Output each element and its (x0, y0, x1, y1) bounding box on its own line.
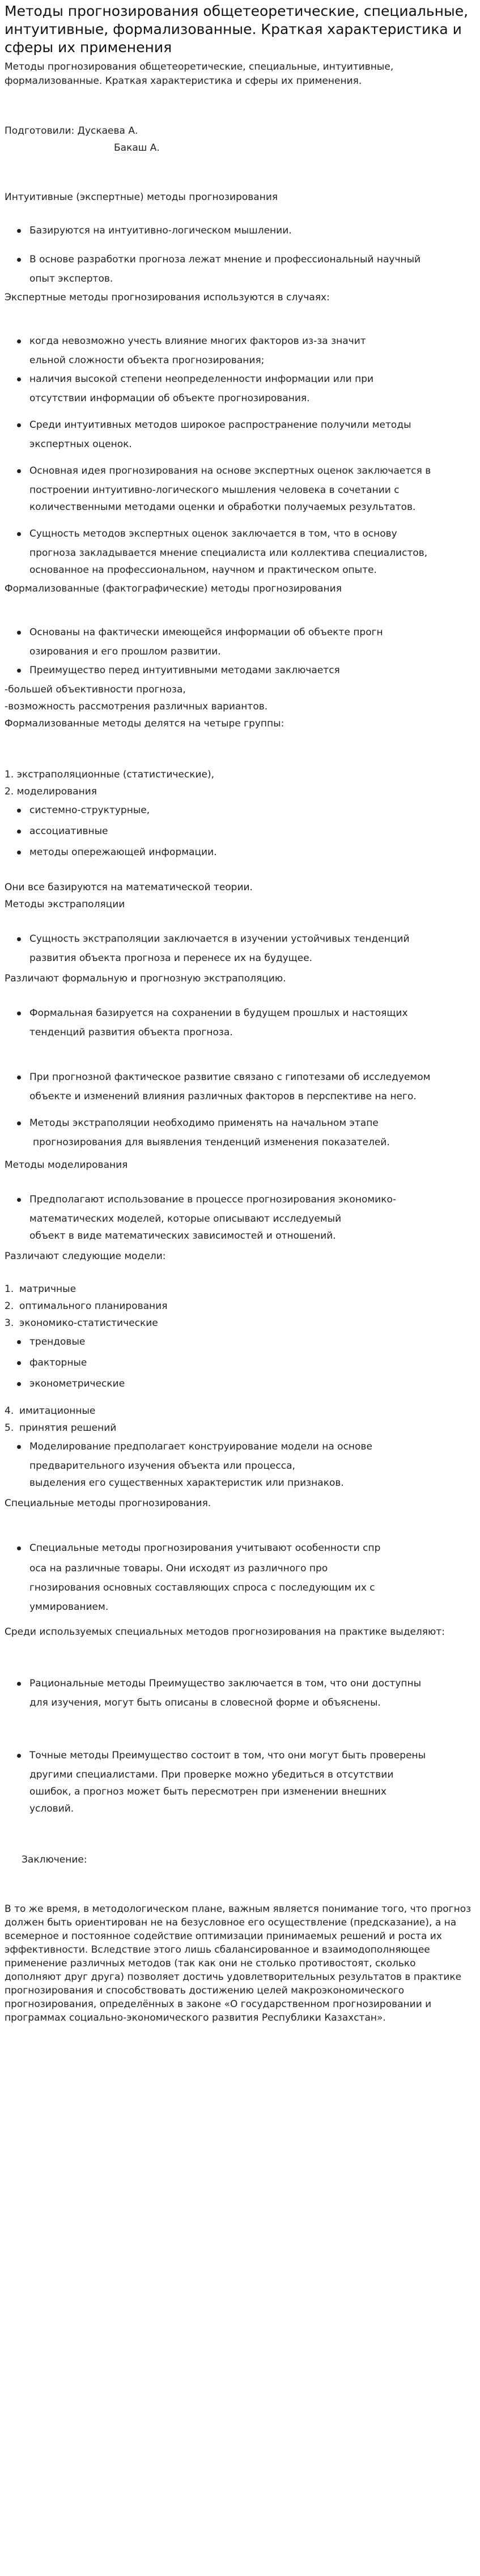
expert-methods-bullet (5, 415, 475, 436)
list-continuation: ельной сложности объекта прогнозирования; (29, 355, 265, 366)
list-item: В основе разработки прогноза лежат мнение и профессиональный научный (5, 249, 475, 270)
conclusion-heading: Заключение: (22, 1854, 87, 1865)
used-methods-heading: Среди используемых специальных методов прогнозирования на практике выделяют: (5, 1626, 445, 1638)
list-continuation: объект в виде математических зависимостей и отношений. (29, 1230, 336, 1242)
list-item: наличия высокой степени неопределенности информации или при (5, 369, 475, 390)
list-item: методы опережающей информации. (5, 842, 475, 863)
model-item: 5. принятия решений (5, 1422, 117, 1434)
main-idea-bullet (5, 461, 475, 482)
modeling-heading: Методы моделирования (5, 1159, 128, 1171)
list-item: Преимущество перед интуитивными методами заключается (5, 660, 475, 681)
group-item: 1. экстраполяционные (статистические), (5, 769, 215, 780)
list-item: Сущность экстраполяции заключается в изучении устойчивых тенденций (5, 929, 475, 950)
list-continuation: отсутствии информации об объекте прогнозирования. (29, 393, 310, 404)
intuitive-bullets (5, 220, 475, 241)
list-continuation: объекте и изменений влияния различных факторов в перспективе на него. (29, 1091, 417, 1102)
model-item: 1. матричные (5, 1283, 77, 1295)
advantage-line: -возможность рассмотрения различных вариантов. (5, 701, 268, 712)
list-continuation: экспертных оценок. (29, 439, 132, 450)
expert-cases-list-2 (5, 369, 475, 390)
model-item: 3. экономико-статистические (5, 1317, 158, 1329)
list-continuation: математических моделей, которые описывают исследуемый (29, 1213, 342, 1225)
document-title: Методы прогнозирования общетеоретические, специальные, интуитивные, формализованные. Краткая характеристика и сферы их применения (5, 3, 469, 56)
special-bullet (5, 1538, 475, 1559)
list-item: Основная идея прогнозирования на основе экспертных оценок заключается в (5, 461, 475, 482)
list-item: Базируются на интуитивно-логическом мышлении. (5, 220, 475, 241)
econ-stat-subtypes (5, 1332, 475, 1395)
distinguish-line: Различают формальную и прогнозную экстраполяцию. (5, 973, 286, 984)
extrapolation-heading: Методы экстраполяции (5, 899, 125, 910)
list-item: Моделирование предполагает конструирование модели на основе (5, 1436, 475, 1457)
conclusion-text: В то же время, в методологическом плане, важным является понимание того, что прогноз должен быть ориентирован не на безусловное его осуществление (предсказание), а на всемерное и постоянное содействие оптимизации принимаемых решений и роста их эффективности. Вследствие этого лишь сбалансированное и взаимодополняющее применение различных методов (так как они не столько противостоят, сколько дополняют друг друга) позволяет достичь удовлетворительных результатов в практике прогнозирования и способствовать достижению целей макроэкономического прогнозирования, определённых в законе «О государственном прогнозировании и программах социально-экономического развития Республики Казахстан». (5, 1903, 471, 2024)
list-item: Методы экстраполяции необходимо применять на начальном этапе (5, 1113, 475, 1134)
list-continuation: другими специалистами. При проверке можно убедиться в отсутствии (29, 1769, 394, 1780)
list-continuation: развития объекта прогноза и перенесе их на будущее. (29, 953, 313, 964)
list-continuation: тенденций развития объекта прогноза. (29, 1027, 233, 1038)
essence-bullet (5, 524, 475, 545)
author-line-1: Подготовили: Дускаева А. (5, 125, 138, 137)
group-item: 2. моделирования (5, 786, 97, 797)
formalized-bullets (5, 622, 475, 643)
list-item: системно-структурные, (5, 800, 475, 821)
list-continuation: гнозирования основных составляющих спроса с последующим их с (29, 1582, 375, 1593)
math-line: Они все базируются на математической теории. (5, 882, 253, 893)
list-continuation: для изучения, могут быть описаны в словесной форме и объяснены. (29, 1697, 381, 1708)
list-item: При прогнозной фактическое развитие связано с гипотезами об исследуемом (5, 1067, 475, 1088)
intuitive-bullets-2 (5, 249, 475, 270)
authors-block (5, 122, 475, 156)
modeling-bullet (5, 1189, 475, 1210)
extrapolation-bullet (5, 929, 475, 950)
formalized-bullets-2 (5, 660, 475, 681)
list-continuation: прогноза закладывается мнение специалиста или коллектива специалистов, (29, 547, 428, 559)
model-item: 4. имитационные (5, 1405, 96, 1417)
list-item: когда невозможно учесть влияние многих факторов из-за значит (5, 331, 475, 352)
advantage-line: -большей объективности прогноза, (5, 684, 186, 695)
list-item: Формальная базируется на сохранении в будущем прошлых и настоящих (5, 1003, 475, 1024)
list-item: Специальные методы прогнозирования учитывают особенности спр (5, 1538, 475, 1559)
list-item: эконометрические (5, 1374, 475, 1395)
list-continuation: построении интуитивно-логического мышления человека в сочетании с (29, 484, 400, 496)
modeling-desc-bullet (5, 1436, 475, 1457)
expert-cases-heading: Экспертные методы прогнозирования используются в случаях: (5, 292, 330, 303)
list-continuation: ошибок, а прогноз может быть пересмотрен при изменении внешних (29, 1786, 386, 1797)
list-item: Основаны на фактически имеющейся информации об объекте прогн (5, 622, 475, 643)
formalized-heading: Формализованные (фактографические) методы прогнозирования (5, 583, 342, 594)
list-continuation: выделения его существенных характеристик или признаков. (29, 1477, 344, 1489)
list-item: Сущность методов экспертных оценок заключается в том, что в основу (5, 524, 475, 545)
list-item: ассоциативные (5, 821, 475, 842)
groups-heading: Формализованные методы делятся на четыре группы: (5, 718, 284, 729)
list-item: Точные методы Преимущество состоит в том, что они могут быть проверены (5, 1745, 475, 1766)
rational-bullet (5, 1673, 475, 1694)
list-continuation: озирования и его прошлом развитии. (29, 646, 221, 657)
modeling-subtypes (5, 800, 475, 863)
list-continuation: уммированием. (29, 1601, 109, 1613)
exact-bullet (5, 1745, 475, 1766)
list-item: Предполагают использование в процессе прогнозирования экономико- (5, 1189, 475, 1210)
list-item: трендовые (5, 1332, 475, 1353)
model-item: 2. оптимального планирования (5, 1300, 168, 1312)
forecast-bullet (5, 1067, 475, 1088)
list-continuation: предварительного изучения объекта или процесса, (29, 1460, 295, 1472)
list-continuation: условий. (29, 1803, 74, 1814)
formal-bullet (5, 1003, 475, 1024)
list-item: Рациональные методы Преимущество заключается в том, что они доступны (5, 1673, 475, 1694)
list-item: факторные (5, 1353, 475, 1374)
list-continuation: опыт экспертов. (29, 273, 113, 284)
list-continuation: количественными методами оценки и обработки получаемых результатов. (29, 501, 416, 513)
list-continuation: оса на различные товары. Они исходят из различного про (29, 1563, 328, 1574)
list-continuation: основанное на профессиональном, научном и практическом опыте. (29, 564, 377, 576)
models-heading: Различают следующие модели: (5, 1251, 166, 1262)
expert-cases-list (5, 331, 475, 352)
forecast-bullet-2 (5, 1113, 475, 1134)
special-heading: Специальные методы прогнозирования. (5, 1498, 211, 1509)
intuitive-heading: Интуитивные (экспертные) методы прогнозирования (5, 192, 278, 203)
author-line-2: Бакаш А. (114, 142, 160, 154)
list-item: Среди интуитивных методов широкое распространение получили методы (5, 415, 475, 436)
intro-paragraph: Методы прогнозирования общетеоретические, специальные, интуитивные, формализованные. Краткая характеристика и сферы их применения. (5, 61, 394, 87)
list-continuation: прогнозирования для выявления тенденций изменения показателей. (33, 1137, 390, 1148)
